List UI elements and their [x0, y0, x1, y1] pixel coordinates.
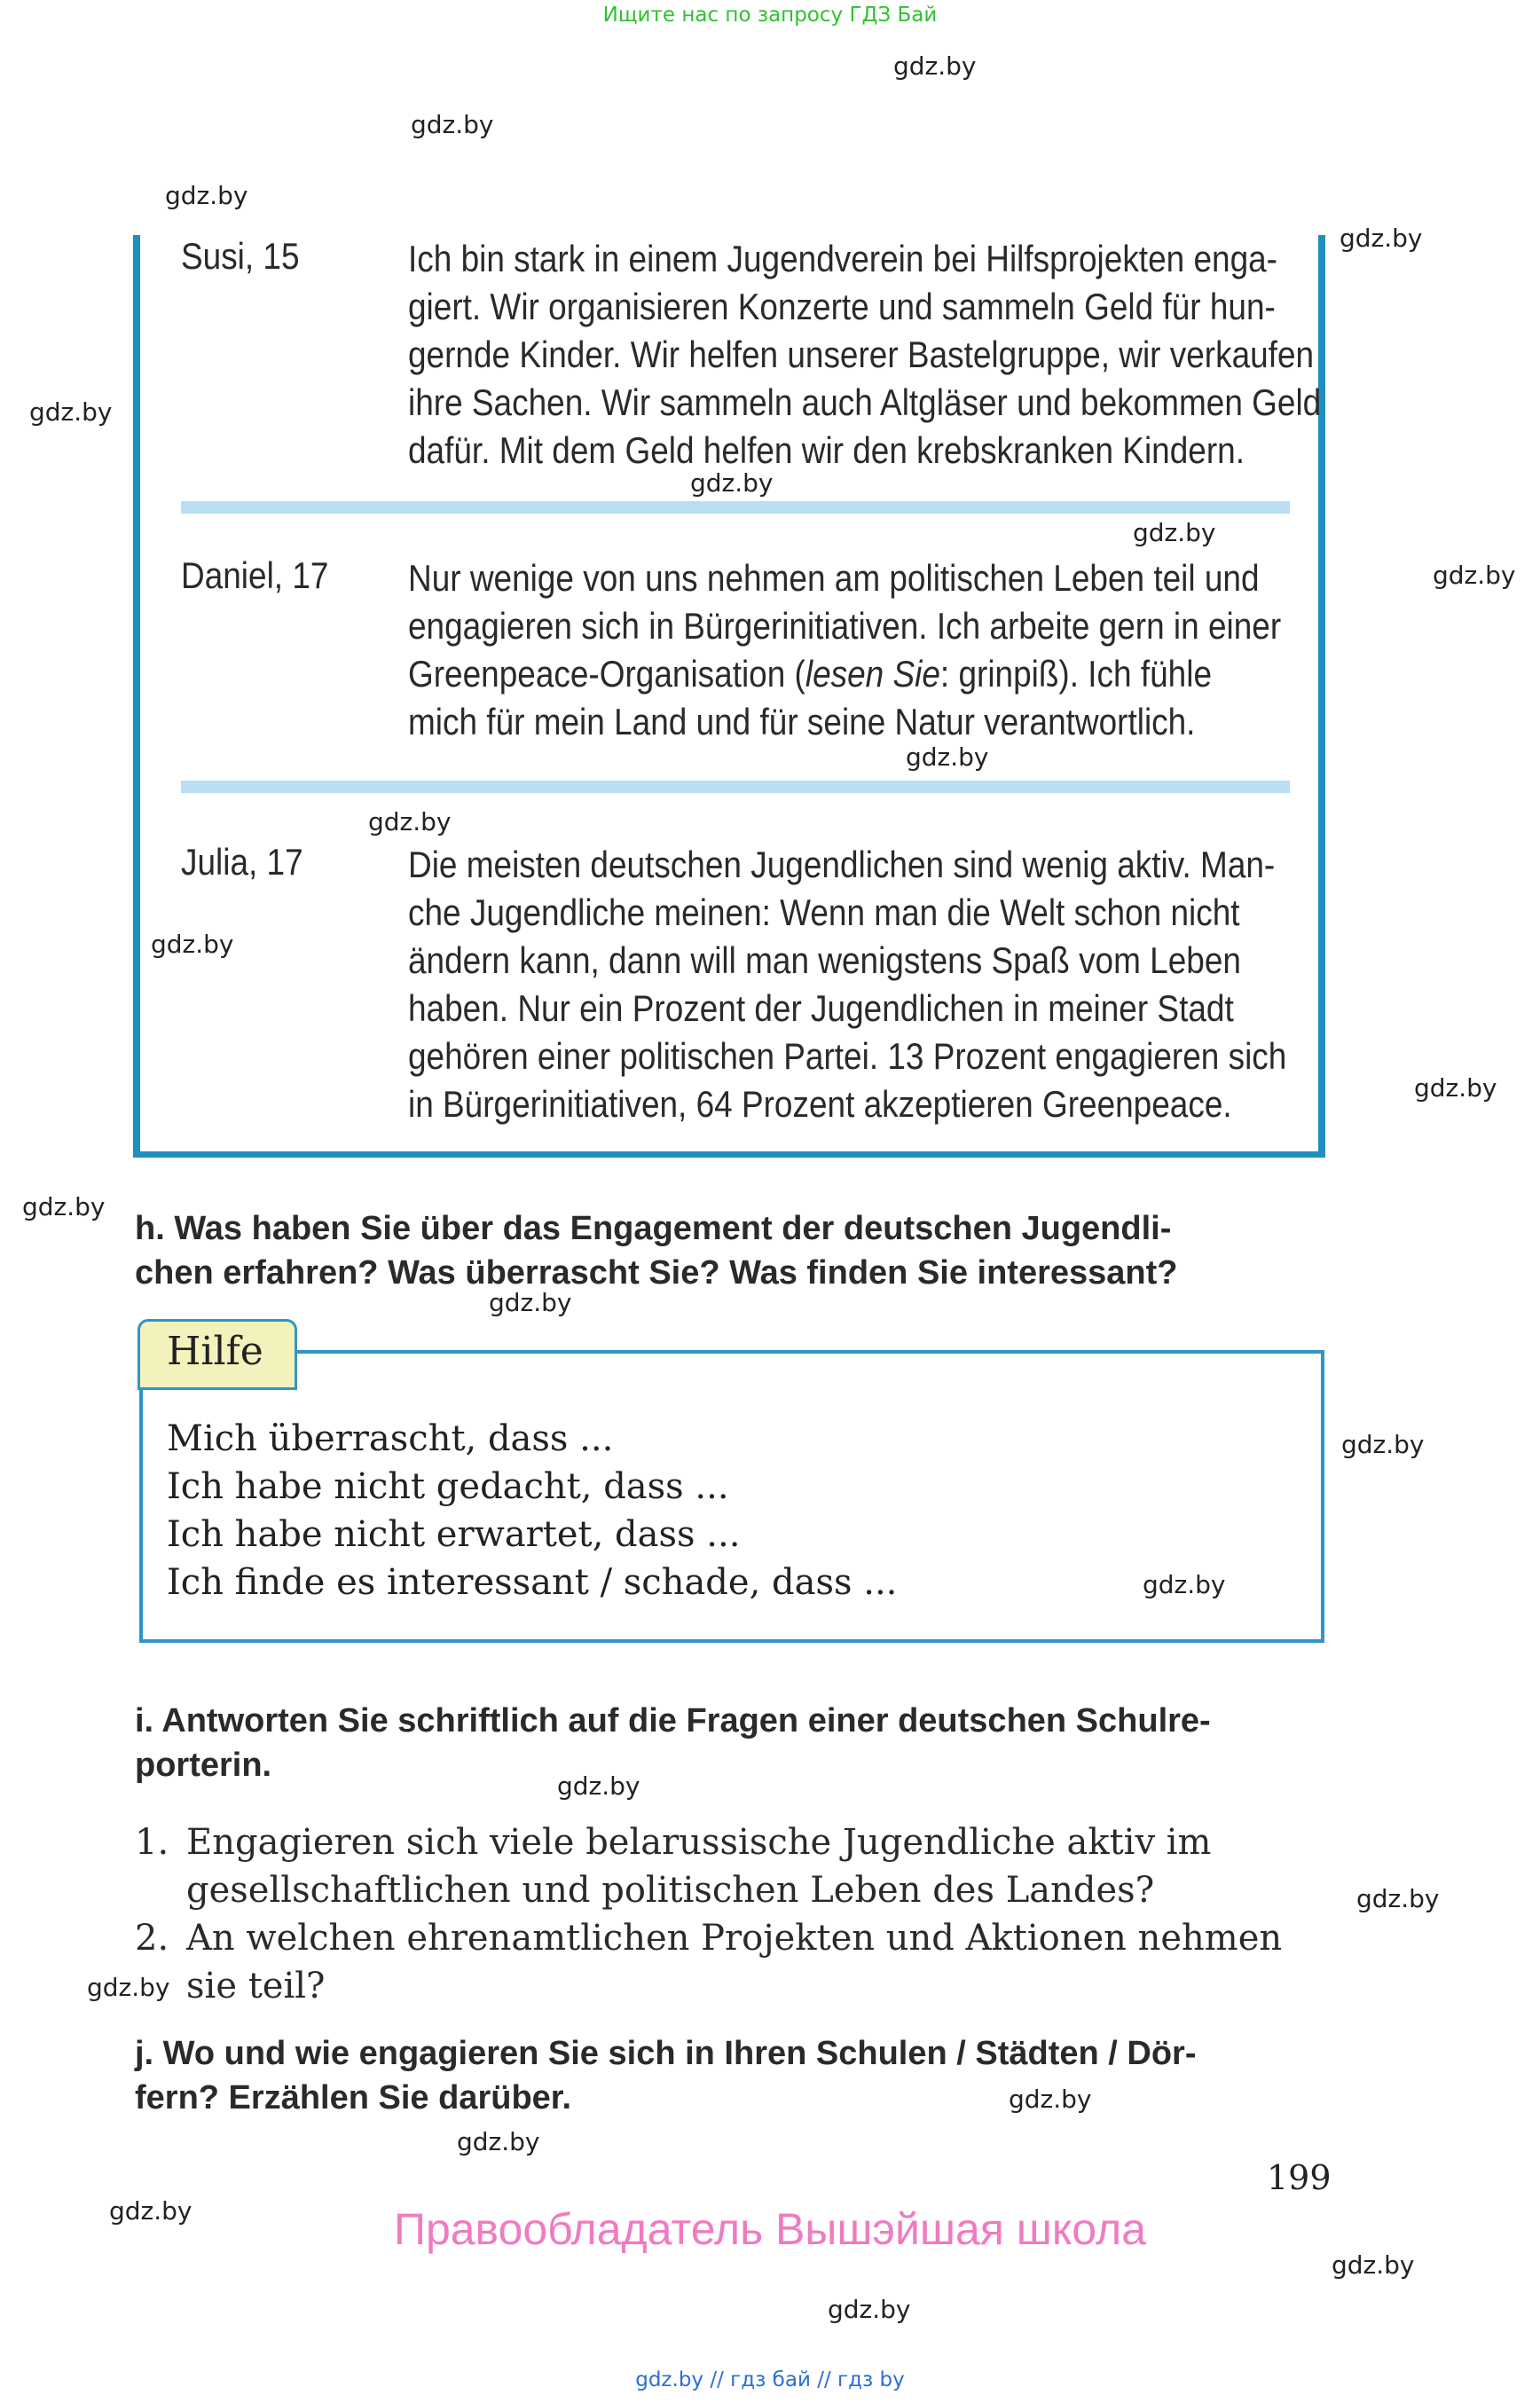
testimonial-box — [133, 235, 1325, 1158]
task-j: j. Wo und wie engagieren Sie sich in Ihren Schulen / Städten / Dör- fern? Erzählen Sie darüber. — [135, 2035, 1197, 2116]
watermark: gdz.by — [151, 930, 234, 959]
entry-text: Ich bin stark in einem Jugendverein bei Hilfsprojekten enga- giert. Wir organisieren Konzerte und sammeln Geld für hun- gernde Kinder. Wir helfen unserer Bastelgruppe, wir verkaufen ihre Sachen. Wir sammeln auch Altgläser und bekommen Geld dafür. Mit dem Geld helfen wir den krebskranken Kindern. — [408, 238, 1322, 471]
question-item: 2. An welchen ehrenamtlichen Projekten und Aktionen nehmen sie teil? — [135, 1914, 1324, 2010]
watermark: gdz.by — [87, 1973, 170, 2002]
hilfe-title: Hilfe — [167, 1329, 263, 1374]
watermark: gdz.by — [1414, 1073, 1497, 1103]
watermark: gdz.by — [690, 468, 774, 498]
watermark: gdz.by — [557, 1771, 640, 1801]
watermark: gdz.by — [906, 742, 989, 772]
page-number: 199 — [1267, 2158, 1332, 2197]
rights-holder: Правообладатель Вышэйшая школа — [394, 2204, 1146, 2254]
hilfe-phrase: Ich finde es interessant / schade, dass ... — [167, 1562, 898, 1603]
entry-text: Nur wenige von uns nehmen am politischen Leben teil und engagieren sich in Bürgerinitiativen. Ich arbeite gern in einer Greenpeace-Organisation (lesen Sie: grinpiß). Ich fühle mich für mein Land und für seine Natur verantwortlich. — [408, 557, 1282, 742]
hilfe-phrase: Ich habe nicht gedacht, dass ... — [167, 1466, 729, 1507]
watermark: gdz.by — [1133, 518, 1216, 547]
watermark: gdz.by — [1356, 1884, 1440, 1913]
hilfe-phrase: Mich überrascht, dass ... — [167, 1418, 614, 1459]
entry-name: Susi, 15 — [181, 235, 300, 277]
separator — [181, 501, 1290, 514]
watermark: gdz.by — [29, 397, 113, 427]
watermark: gdz.by — [828, 2295, 911, 2324]
separator — [181, 781, 1290, 793]
watermark: gdz.by — [1341, 1430, 1425, 1459]
watermark: gdz.by — [109, 2196, 192, 2226]
entry-name: Daniel, 17 — [181, 554, 329, 596]
question-number: 2. — [135, 1918, 169, 1959]
question-list — [135, 1818, 1324, 2010]
question-number: 1. — [135, 1822, 169, 1863]
watermark: gdz.by — [1340, 224, 1423, 253]
footer-links[interactable]: gdz.by // гдз бай // гдз by — [635, 2368, 905, 2391]
watermark: gdz.by — [1332, 2250, 1415, 2280]
entry-text: Die meisten deutschen Jugendlichen sind wenig aktiv. Man- che Jugendliche meinen: Wenn man die Welt schon nicht ändern kann, dann will man wenigstens Spaß vom Leben haben. Nur ein Prozent der Jugendlichen in meiner Stadt gehören einer politischen Partei. 13 Prozent engagieren sich in Bürgerinitiativen, 64 Prozent akzeptieren Greenpeace. — [408, 844, 1287, 1125]
hilfe-tab — [138, 1319, 297, 1390]
entry-name: Julia, 17 — [181, 841, 303, 883]
question-item: 1. Engagieren sich viele belarussische Jugendliche aktiv im gesellschaftlichen und politischen Leben des Landes? — [135, 1818, 1324, 1914]
top-banner: Ищите нас по запросу ГДЗ Бай — [602, 4, 938, 27]
task-i: i. Antworten Sie schriftlich auf die Fragen einer deutschen Schulre- porterin. — [135, 1702, 1211, 1784]
watermark: gdz.by — [1143, 1570, 1226, 1599]
watermark: gdz.by — [165, 181, 248, 210]
watermark: gdz.by — [489, 1288, 572, 1317]
hilfe-phrases — [167, 1415, 1231, 1606]
task-h: h. Was haben Sie über das Engagement der deutschen Jugendli- chen erfahren? Was überrascht Sie? Was finden Sie interessant? — [135, 1210, 1178, 1292]
watermark: gdz.by — [457, 2127, 540, 2156]
watermark: gdz.by — [368, 807, 452, 836]
watermark: gdz.by — [411, 110, 494, 139]
watermark: gdz.by — [893, 51, 977, 81]
watermark: gdz.by — [1009, 2085, 1092, 2114]
hilfe-phrase: Ich habe nicht erwartet, dass ... — [167, 1514, 741, 1555]
watermark: gdz.by — [1433, 561, 1516, 590]
watermark: gdz.by — [22, 1192, 106, 1221]
